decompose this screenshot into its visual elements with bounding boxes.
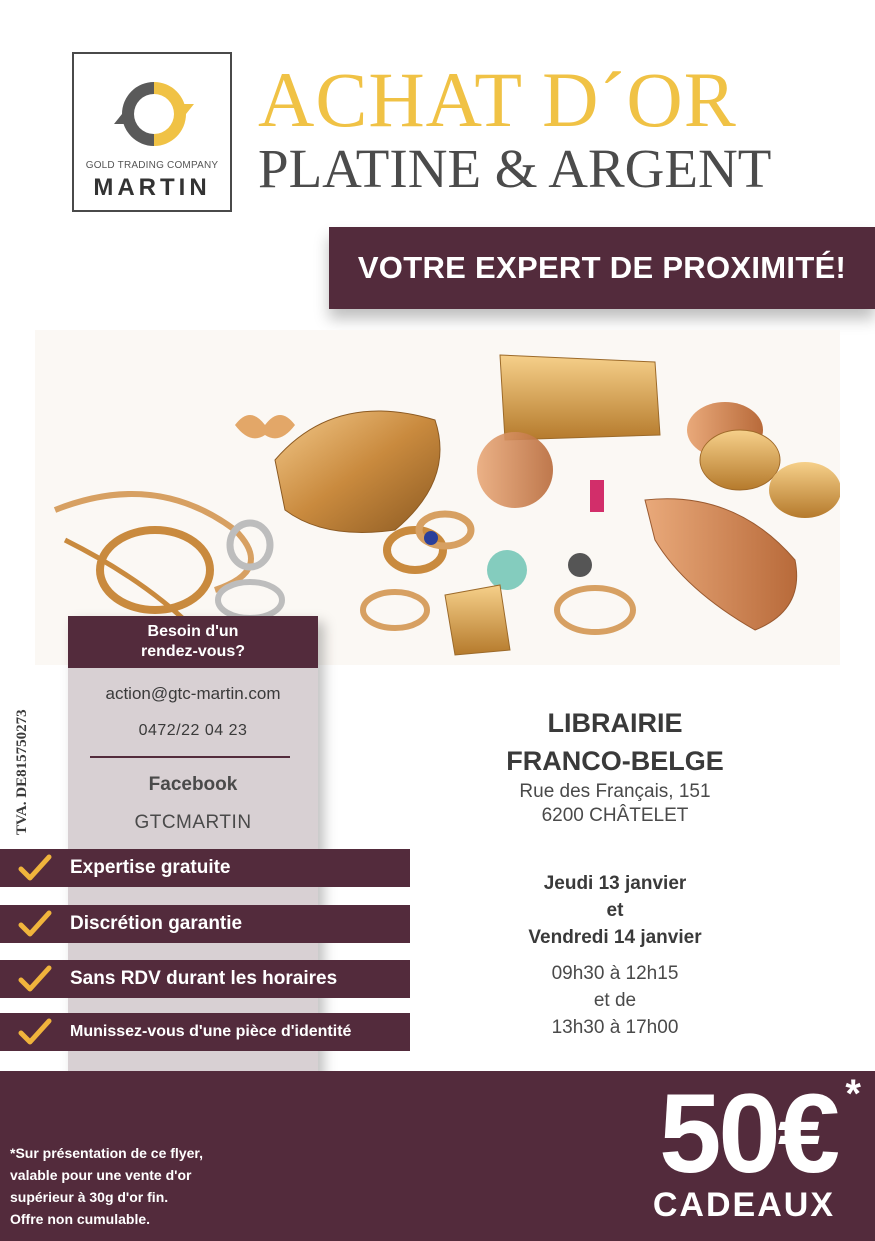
event-date-2: Vendredi 14 janvier [528, 927, 702, 948]
circular-arrows-icon [114, 74, 194, 154]
appointment-heading [68, 616, 318, 668]
headline-metals: PLATINE & ARGENT [258, 138, 772, 199]
tagline-banner [329, 227, 875, 309]
venue-street: Rue des Français, 151 [519, 781, 711, 802]
vat-number: TVA. DE815750273 [14, 709, 30, 835]
logo-name: MARTIN [93, 174, 211, 201]
venue-address [470, 780, 760, 828]
feature-item [0, 1013, 410, 1051]
headline-gold: ACHAT D´OR [258, 56, 737, 143]
offer-label: CADEAUX [652, 1186, 835, 1224]
hours-morning: 09h30 à 12h15 [551, 963, 679, 984]
hours-afternoon: 13h30 à 17h00 [551, 1017, 679, 1038]
hours-conjunction: et de [593, 990, 637, 1011]
feature-label: Expertise gratuite [70, 857, 231, 878]
divider [90, 756, 290, 758]
tagline-text: VOTRE EXPERT DE PROXIMITÉ! [357, 250, 847, 285]
event-date-conjunction: et [606, 900, 624, 921]
appointment-heading-line1: Besoin d'un [147, 623, 239, 640]
footnote-line: valable pour une vente d'or [10, 1167, 192, 1183]
offer-footnote [10, 1142, 270, 1230]
gold-jewelry-photo [35, 330, 840, 665]
facebook-handle[interactable]: GTCMARTIN [134, 812, 252, 833]
logo-tagline: GOLD TRADING COMPANY [85, 160, 219, 171]
footnote-line: *Sur présentation de ce flyer, [10, 1145, 203, 1161]
checkmark-icon [0, 1013, 70, 1051]
appointment-heading-line2: rendez-vous? [140, 643, 245, 660]
venue-name-line2: FRANCO-BELGE [506, 746, 724, 776]
contact-email[interactable]: action@gtc-martin.com [105, 684, 281, 703]
feature-label: Sans RDV durant les horaires [70, 968, 338, 989]
facebook-label: Facebook [148, 774, 238, 795]
footnote-line: Offre non cumulable. [10, 1211, 151, 1227]
feature-label: Discrétion garantie [70, 913, 243, 934]
company-logo [72, 52, 232, 212]
contact-phone[interactable]: 0472/22 04 23 [138, 722, 248, 739]
footnote-line: supérieur à 30g d'or fin. [10, 1189, 169, 1205]
feature-label: Munissez-vous d'une pièce d'identité [70, 1023, 352, 1040]
feature-item [0, 849, 410, 887]
venue-name-line1: LIBRAIRIE [547, 708, 683, 738]
checkmark-icon [0, 905, 70, 943]
offer-asterisk: * [845, 1072, 861, 1116]
feature-item [0, 905, 410, 943]
checkmark-icon [0, 960, 70, 998]
event-date-1: Jeudi 13 janvier [543, 873, 687, 894]
event-dates [470, 870, 760, 951]
opening-hours [470, 960, 760, 1041]
feature-item [0, 960, 410, 998]
offer-amount: 50€ [659, 1071, 837, 1196]
venue-city: 6200 CHÂTELET [541, 805, 689, 826]
checkmark-icon [0, 849, 70, 887]
venue-name [470, 704, 760, 780]
